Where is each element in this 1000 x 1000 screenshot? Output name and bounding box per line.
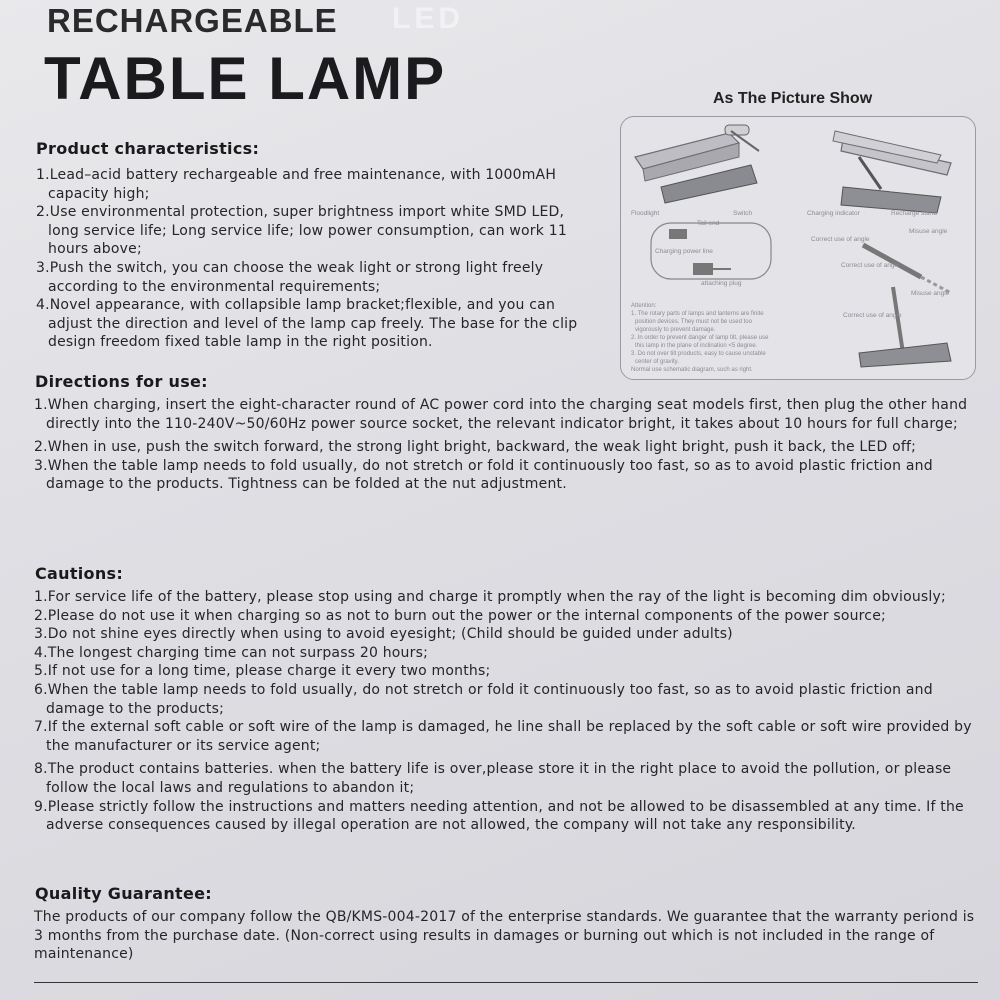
list-item: 1.For service life of the battery, please stop using and charge it promptly when the ray of the light is becoming dim obviously; (34, 589, 946, 605)
folded-lamp-illustration (635, 125, 759, 203)
list-item: 4.Novel appearance, with collapsible lamp bracket;flexible, and you can adjust the direction and level of the lamp cap freely. The base for the clip design freedom fixed table lamp in the right position. (36, 297, 578, 351)
list-item: 2.When in use, push the switch forward, the strong light bright, backward, the weak light bright, push it back, the LED off; (34, 439, 917, 456)
svg-text:position devices. They must no: position devices. They must not be used too (635, 319, 752, 325)
list-item: 1.Lead–acid battery rechargeable and free maintenance, with 1000mAH capacity high; (36, 167, 557, 202)
charging-lamp-illustration (833, 131, 951, 213)
list-item: 4.The longest charging time can not surpass 20 hours; (34, 644, 428, 661)
title-rechargeable: RECHARGEABLE (47, 2, 338, 39)
svg-text:this lamp in the plane of incl: this lamp in the plane of inclination <5 degree. (635, 343, 758, 349)
cautions-list (34, 588, 979, 835)
list-item: 6.When the table lamp needs to fold usually, do not stretch or fold it continuously too fast, so as to avoid plastic friction and damage to the products; (34, 681, 933, 717)
svg-text:Normal use schematic diagram,: Normal use schematic diagram, such as right. (631, 367, 753, 373)
list-item: 3.Do not shine eyes directly when using to avoid eyesight; (Child should be guided under adults) (34, 626, 733, 643)
svg-text:Attention:: Attention: (631, 303, 657, 309)
label-attaching-plug: attaching plug (701, 280, 742, 287)
quality-guarantee-heading: Quality Guarantee: (35, 884, 212, 903)
label-charging-indicator: Charging indicator (807, 210, 860, 217)
svg-text:2. In order to prevent danger: 2. In order to prevent danger of lamp tilt, please use (631, 335, 769, 341)
bottom-divider (34, 982, 978, 983)
attention-notes (631, 303, 769, 373)
lamp-diagram (620, 116, 976, 380)
list-item: 7.If the external soft cable or soft wire of the lamp is damaged, he line shall be replaced by the soft cable or soft wire provided by the manufacturer or its service agent; (34, 719, 972, 754)
list-item: 3.When the table lamp needs to fold usually, do not stretch or fold it continuously too fast, so as to avoid plastic friction and damage to the products. Tightness can be folded at the nut adjustment. (34, 457, 933, 493)
label-switch: Switch (733, 210, 753, 217)
label-misuse-2: Misuse angle (911, 290, 950, 297)
cautions-heading: Cautions: (35, 564, 124, 583)
directions-list (34, 396, 979, 494)
quality-guarantee-text: The products of our company follow the QB/KMS-004-2017 of the enterprise standards. We guarantee that the warranty periond is 3 months from the purchase date. (Non-correct using results in damages or burning out which is not included in the range of maintenance) (34, 909, 975, 963)
label-correct-use-3: Correct use of angle (843, 312, 902, 319)
svg-text:3. Do not over tilt products,: 3. Do not over tilt products, easy to cause unstable (631, 351, 766, 357)
list-item: 2.Please do not use it when charging so as not to burn out the power or the internal components of the power source; (34, 607, 886, 624)
list-item: 9.Please strictly follow the instructions and matters needing attention, and not be allowed to be disassembled at any time. If the adverse consequences caused by illegal operation are not allowed, the company will not take any responsibility. (34, 798, 964, 834)
product-characteristics-list (36, 166, 592, 352)
title-table-lamp: TABLE LAMP (44, 45, 447, 112)
svg-text:1. The rotary parts of lamps a: 1. The rotary parts of lamps and lanterns are finite (631, 311, 764, 317)
label-tail-end: Tail end (697, 220, 720, 227)
list-item: 2.Use environmental protection, super brightness import white SMD LED, long service life; Long service life; low power consumption, can work 11 hours above; (36, 204, 567, 258)
list-item: 3.Push the switch, you can choose the weak light or strong light freely according to the environmental requirements; (36, 259, 544, 295)
label-misuse-1: Misuse angle (909, 228, 948, 235)
label-charging-power-line: Charging power line (655, 248, 713, 255)
directions-heading: Directions for use: (35, 372, 208, 391)
product-characteristics-heading: Product characteristics: (36, 139, 260, 158)
label-floodlight: Floodlight (631, 210, 660, 217)
label-correct-use-2: Correct use of angle (841, 262, 900, 269)
svg-text:vigorously to prevent damage.: vigorously to prevent damage. (635, 327, 716, 333)
svg-text:center of gravity.: center of gravity. (635, 359, 679, 365)
list-item: 8.The product contains batteries. when the battery life is over,please store it in the right place to avoid the pollution, or please follow the local laws and regulations to abandon it; (34, 761, 952, 796)
label-recharge-stand: Recharge stand (891, 210, 937, 217)
list-item: 5.If not use for a long time, please charge it every two months; (34, 663, 491, 680)
led-logo-text: LED (392, 2, 464, 35)
list-item: 1.When charging, insert the eight-character round of AC power cord into the charging seat models first, then plug the other hand directly into the 110-240V~50/60Hz power source socket, the relevant indicator bright, it takes about 10 hours for full charge; (34, 397, 968, 432)
label-correct-use-1: Correct use of angle (811, 236, 870, 243)
picture-caption: As The Picture Show (713, 90, 873, 107)
